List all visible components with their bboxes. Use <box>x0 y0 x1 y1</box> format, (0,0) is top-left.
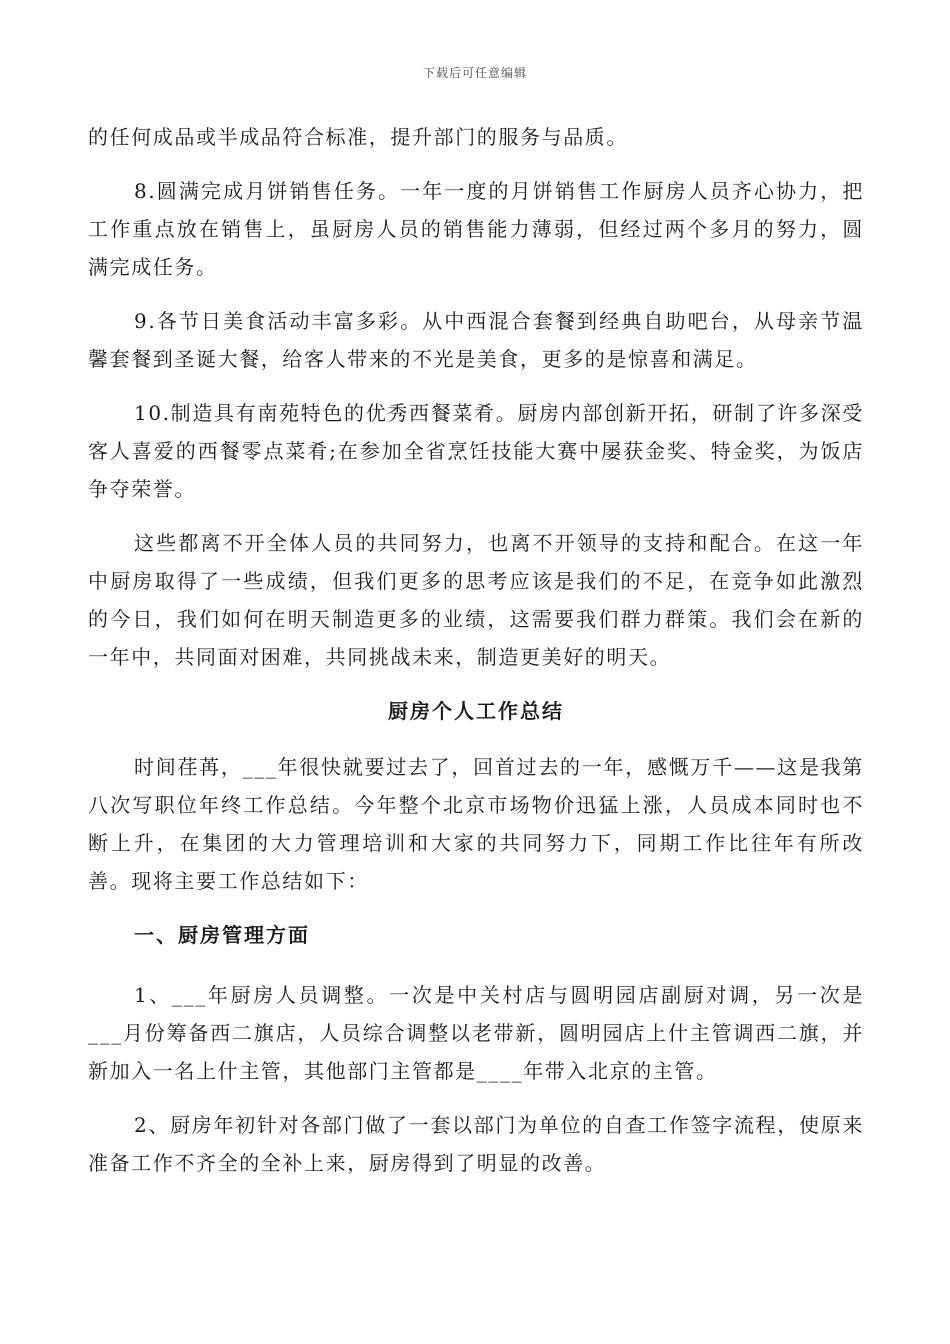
paragraph-item-9: 9.各节日美食活动丰富多彩。从中西混合套餐到经典自助吧台，从母亲节温馨套餐到圣诞大餐，给客人带来的不光是美食，更多的是惊喜和满足。 <box>88 309 864 371</box>
document-body <box>88 118 864 1198</box>
paragraph-point-2: 2、厨房年初针对各部门做了一套以部门为单位的自查工作签字流程，使原来准备工作不齐全的全补上来，厨房得到了明显的改善。 <box>88 1113 864 1175</box>
section-heading-kitchen-management: 一、厨房管理方面 <box>134 923 310 947</box>
paragraph-point-1: 1、___年厨房人员调整。一次是中关村店与圆明园店副厨对调，另一次是___月份筹备西二旗店，人员综合调整以老带新，圆明园店上什主管调西二旗，并新加入一名上什主管，其他部门主管都是____年带入北京的主管。 <box>88 983 864 1083</box>
paragraph-intro: 时间荏苒，___年很快就要过去了，回首过去的一年，感慨万千——这是我第八次写职位年终工作总结。今年整个北京市场物价迅猛上涨，人员成本同时也不断上升，在集团的大力管理培训和大家的共同努力下，同期工作比往年有所改善。现将主要工作总结如下： <box>88 755 864 893</box>
page-header: 下载后可任意编辑 <box>422 66 527 80</box>
paragraph-continuation: 的任何成品或半成品符合标准，提升部门的服务与品质。 <box>88 125 628 149</box>
paragraph-conclusion: 这些都离不开全体人员的共同努力，也离不开领导的支持和配合。在这一年中厨房取得了一些成绩，但我们更多的思考应该是我们的不足，在竞争如此激烈的今日，我们如何在明天制造更多的业绩，这需要我们群力群策。我们会在新的一年中，共同面对困难，共同挑战未来，制造更美好的明天。 <box>88 531 864 669</box>
paragraph-item-8: 8.圆满完成月饼销售任务。一年一度的月饼销售工作厨房人员齐心协力，把工作重点放在销售上，虽厨房人员的销售能力薄弱，但经过两个多月的努力，圆满完成任务。 <box>88 179 864 279</box>
section-title: 厨房个人工作总结 <box>388 699 564 723</box>
paragraph-item-10: 10.制造具有南苑特色的优秀西餐菜肴。厨房内部创新开拓，研制了许多深受客人喜爱的西餐零点菜肴;在参加全省烹饪技能大赛中屡获金奖、特金奖，为饭店争夺荣誉。 <box>88 401 864 501</box>
